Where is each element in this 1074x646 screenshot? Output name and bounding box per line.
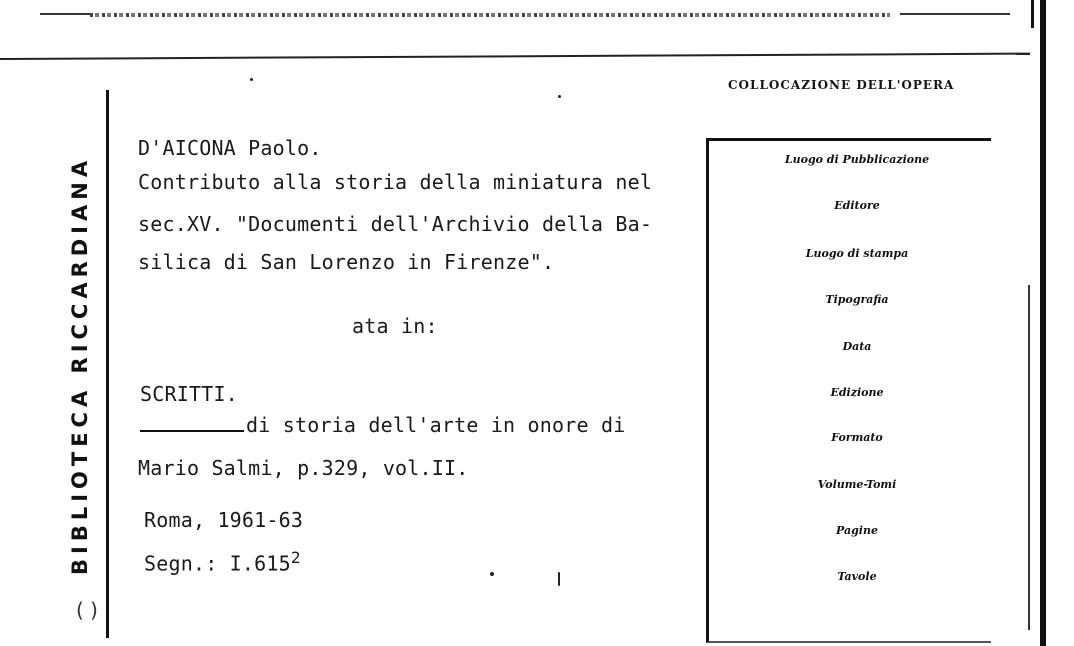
scan-speck <box>558 95 561 98</box>
record-imprint: Roma, 1961-63 <box>144 508 304 532</box>
scan-speck <box>558 572 560 586</box>
placement-field-label: Formato <box>831 431 883 444</box>
placement-field-label: Luogo di Pubblicazione <box>784 153 930 166</box>
placement-field-label: Data <box>842 340 872 353</box>
card-top-rule <box>0 53 1030 60</box>
placement-field-label: Pagine <box>836 524 878 537</box>
library-spine-label: BIBLIOTECA RICCARDIANA <box>68 155 92 575</box>
record-title-line-3: silica di San Lorenzo in Firenze". <box>138 250 555 274</box>
placement-field-label: Volume-Tomi <box>817 478 897 491</box>
record-shelfmark <box>144 548 301 576</box>
box-title: COLLOCAZIONE DELL'OPERA <box>728 78 955 92</box>
record-title-line-2: sec.XV. "Documenti dell'Archivio della Ba- <box>138 212 653 236</box>
placement-field-label: Editore <box>834 199 880 212</box>
record-in-label: ata in: <box>352 314 438 338</box>
record-author: D'AICONA Paolo. <box>138 136 322 160</box>
record-series: SCRITTI. <box>140 382 238 406</box>
card-edge <box>1040 0 1046 646</box>
left-margin-rule <box>106 90 109 638</box>
scan-speck <box>490 572 494 576</box>
scan-speck <box>250 78 253 81</box>
placement-field-label: Tavole <box>837 570 877 583</box>
punch-hole-mark: ( ) <box>76 598 98 622</box>
placement-field-label: Edizione <box>830 386 884 399</box>
record-title-line-1: Contributo alla storia della miniatura nel <box>138 170 653 194</box>
scan-artifact <box>900 13 1010 15</box>
card-edge <box>1031 0 1034 28</box>
record-series-text: di storia dell'arte in onore di <box>246 413 626 437</box>
shelfmark-superscript: 2 <box>290 548 301 567</box>
placement-field-label: Tipografia <box>825 293 889 306</box>
placement-box-edge <box>1028 285 1030 630</box>
placement-field-label: Luogo di stampa <box>805 247 909 260</box>
shelfmark-text: Segn.: I.615 <box>144 551 291 576</box>
record-series-line-3: Mario Salmi, p.329, vol.II. <box>138 456 469 480</box>
scan-artifact <box>90 13 890 17</box>
record-series-continuation <box>140 412 625 437</box>
repeat-heading-blank <box>140 412 244 432</box>
